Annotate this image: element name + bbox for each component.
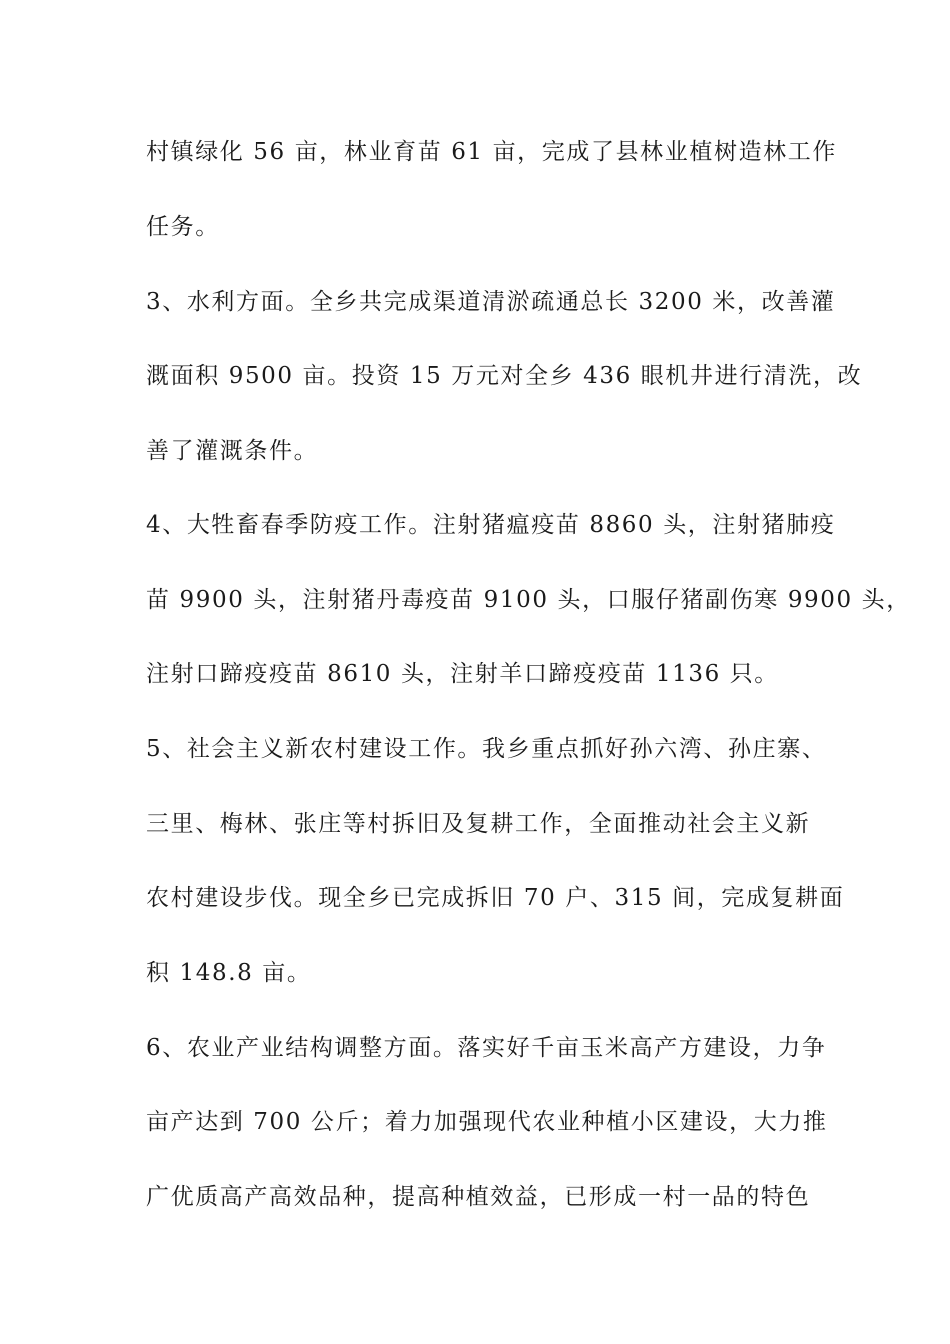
text-line: 苗 9900 头，注射猪丹毒疫苗 9100 头，口服仔猪副伤寒 9900 头， xyxy=(146,587,911,613)
text-line: 溉面积 9500 亩。投资 15 万元对全乡 436 眼机井进行清洗，改 xyxy=(146,363,863,389)
text-line: 村镇绿化 56 亩，林业育苗 61 亩，完成了县林业植树造林工作 xyxy=(146,139,837,165)
text-line: 亩产达到 700 公斤；着力加强现代农业种植小区建设，大力推 xyxy=(146,1109,828,1135)
text-line: 广优质高产高效品种，提高种植效益，已形成一村一品的特色 xyxy=(146,1184,811,1210)
text-line: 3、水利方面。全乡共完成渠道清淤疏通总长 3200 米，改善灌 xyxy=(146,289,836,315)
text-line: 5、社会主义新农村建设工作。我乡重点抓好孙六湾、孙庄寨、 xyxy=(146,736,827,762)
text-line: 积 148.8 亩。 xyxy=(146,960,312,986)
text-line: 善了灌溉条件。 xyxy=(146,438,319,464)
text-line: 农村建设步伐。现全乡已完成拆旧 70 户、315 间，完成复耕面 xyxy=(146,885,845,911)
text-line: 6、农业产业结构调整方面。落实好千亩玉米高产方建设，力争 xyxy=(146,1035,827,1061)
text-line: 4、大牲畜春季防疫工作。注射猪瘟疫苗 8860 头，注射猪肺疫 xyxy=(146,512,836,538)
text-line: 三里、梅林、张庄等村拆旧及复耕工作，全面推动社会主义新 xyxy=(146,811,811,837)
text-line: 任务。 xyxy=(146,214,220,240)
text-line: 注射口蹄疫疫苗 8610 头，注射羊口蹄疫疫苗 1136 只。 xyxy=(146,661,779,687)
